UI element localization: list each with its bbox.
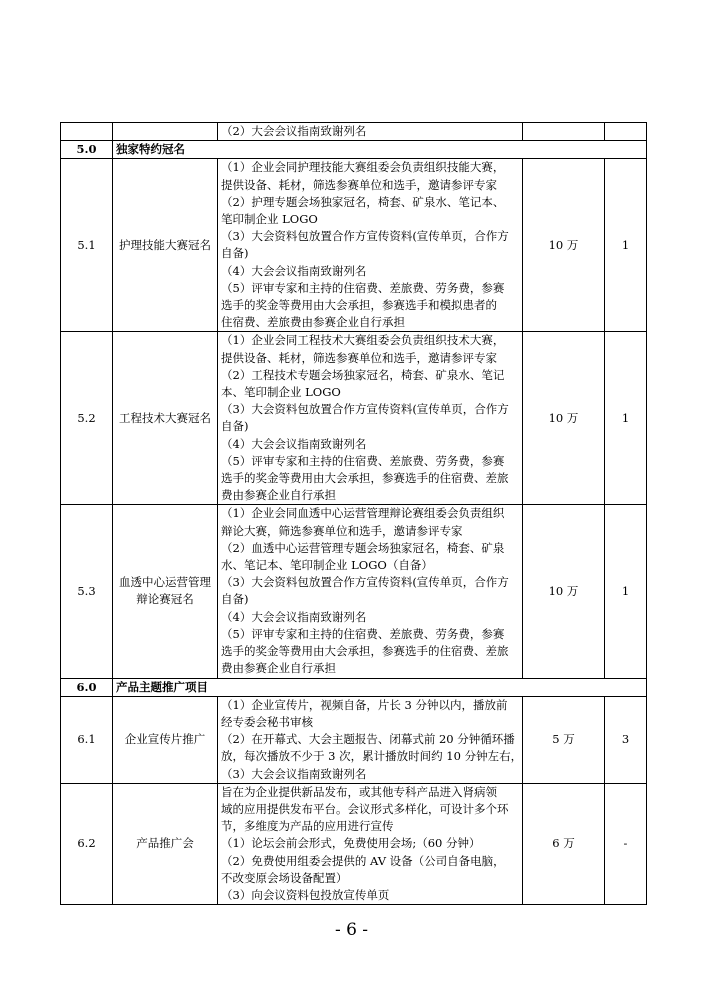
section-number: 5.0 <box>61 141 113 159</box>
table-row <box>61 123 647 141</box>
section-title: 产品主题推广项目 <box>113 678 647 696</box>
description-line: 选手的奖金等费用由大会承担，参赛选手和模拟患者的 <box>221 298 497 313</box>
item-price: 10 万 <box>523 159 605 332</box>
item-price: 6 万 <box>523 783 605 904</box>
item-quantity: 1 <box>605 505 647 678</box>
description-line: （2）在开幕式、大会主题报告、闭幕式前 20 分钟循环播 <box>221 732 515 747</box>
section-header-row <box>61 141 647 159</box>
section-header-row <box>61 678 647 696</box>
item-price-cell <box>523 123 605 141</box>
description-line: 笔印制企业 LOGO <box>221 212 318 227</box>
item-name-cell <box>113 123 218 141</box>
description-line: 域的应用提供发布平台。会议形式多样化，可设计多个环 <box>221 801 509 816</box>
table-row <box>61 159 647 332</box>
section-title: 独家特约冠名 <box>113 141 647 159</box>
description-line: 费由参赛企业自行承担 <box>221 661 336 676</box>
description-line: 水、笔记本、笔印制企业 LOGO（自备） <box>221 558 433 573</box>
item-number: 6.1 <box>61 696 113 783</box>
description-line: 自备) <box>221 419 249 434</box>
description-line: （5）评审专家和主持的住宿费、差旅费、劳务费，参赛 <box>221 280 505 295</box>
description-line: （5）评审专家和主持的住宿费、差旅费、劳务费，参赛 <box>221 453 505 468</box>
sponsorship-table <box>60 122 647 905</box>
description-line: 费由参赛企业自行承担 <box>221 488 336 503</box>
description-line: （4）大会会议指南致谢列名 <box>221 436 367 451</box>
item-number: 5.3 <box>61 505 113 678</box>
description-line: （2）大会会议指南致谢列名 <box>221 124 367 138</box>
description-line: （1）企业会同血透中心运营管理辩论赛组委会负责组织 <box>221 506 505 521</box>
description-line: 辩论大赛，筛选参赛单位和选手，邀请参评专家 <box>221 523 463 538</box>
item-quantity: 1 <box>605 332 647 505</box>
description-line: 提供设备、耗材，筛选参赛单位和选手，邀请参评专家 <box>221 350 497 365</box>
item-price: 10 万 <box>523 505 605 678</box>
item-price: 5 万 <box>523 696 605 783</box>
table-row <box>61 332 647 505</box>
page-number: - 6 - <box>334 920 369 940</box>
description-line: （1）企业宣传片，视频自备，片长 3 分钟以内，播放前 <box>221 697 508 712</box>
description-line: （2）血透中心运营管理专题会场独家冠名，椅套、矿泉 <box>221 540 505 555</box>
description-line: 放，每次播放不少于 3 次，累计播放时间约 10 分钟左右， <box>221 749 523 764</box>
item-quantity: - <box>605 783 647 904</box>
description-line: （2）免费使用组委会提供的 AV 设备（公司自备电脑， <box>221 853 505 868</box>
description-line: （3）向会议资料包投放宣传单页 <box>221 887 390 902</box>
description-line: 选手的奖金等费用由大会承担，参赛选手的住宿费、差旅 <box>221 644 509 659</box>
description-line: （1）论坛会前会形式，免费使用会场;（60 分钟） <box>221 836 481 851</box>
item-name-line: 工程技术大赛冠名 <box>119 410 211 425</box>
description-line: 自备) <box>221 246 249 261</box>
description-line: 住宿费、差旅费由参赛企业自行承担 <box>221 315 405 330</box>
description-line: （2）护理专题会场独家冠名，椅套、矿泉水、笔记本、 <box>221 194 505 209</box>
item-description <box>218 159 523 332</box>
item-quantity: 1 <box>605 159 647 332</box>
description-line: 选手的奖金等费用由大会承担，参赛选手的住宿费、差旅 <box>221 471 509 486</box>
item-quantity: 3 <box>605 696 647 783</box>
item-price: 10 万 <box>523 332 605 505</box>
description-line: （3）大会资料包放置合作方宣传资料(宣传单页，合作方 <box>221 402 509 417</box>
description-line: 节，多维度为产品的应用进行宣传 <box>221 819 394 834</box>
section-number: 6.0 <box>61 678 113 696</box>
item-name <box>113 783 218 904</box>
item-name <box>113 159 218 332</box>
item-description <box>218 696 523 783</box>
item-description <box>218 505 523 678</box>
description-line: 不改变原会场设备配置） <box>221 870 348 885</box>
description-line: （1）企业会同护理技能大赛组委会负责组织技能大赛， <box>221 160 505 175</box>
item-name <box>113 332 218 505</box>
description-line: 本、笔印制企业 LOGO <box>221 385 341 400</box>
item-name-line: 血透中心运营管理 <box>119 575 211 590</box>
table-row <box>61 696 647 783</box>
description-line: 自备) <box>221 592 249 607</box>
item-name-line: 企业宣传片推广 <box>124 732 206 747</box>
item-quantity-cell <box>605 123 647 141</box>
table-row <box>61 783 647 904</box>
description-line: 经专委会秘书审核 <box>221 714 313 729</box>
item-number: 5.1 <box>61 159 113 332</box>
table-row <box>61 505 647 678</box>
description-line: 提供设备、耗材，筛选参赛单位和选手，邀请参评专家 <box>221 177 497 192</box>
item-name <box>113 696 218 783</box>
item-description-cell <box>218 123 523 141</box>
description-line: （1）企业会同工程技术大赛组委会负责组织技术大赛， <box>221 333 505 348</box>
description-line: （4）大会会议指南致谢列名 <box>221 609 367 624</box>
description-line: （3）大会会议指南致谢列名 <box>221 766 367 781</box>
item-number-cell <box>61 123 113 141</box>
description-line: （5）评审专家和主持的住宿费、差旅费、劳务费，参赛 <box>221 626 505 641</box>
item-name-line: 护理技能大赛冠名 <box>119 237 211 252</box>
item-number: 5.2 <box>61 332 113 505</box>
item-name <box>113 505 218 678</box>
item-name-line: 产品推广会 <box>136 836 194 851</box>
description-line: （4）大会会议指南致谢列名 <box>221 263 367 278</box>
description-line: （3）大会资料包放置合作方宣传资料(宣传单页，合作方 <box>221 229 509 244</box>
item-description <box>218 332 523 505</box>
description-line: （3）大会资料包放置合作方宣传资料(宣传单页，合作方 <box>221 575 509 590</box>
item-description <box>218 783 523 904</box>
item-number: 6.2 <box>61 783 113 904</box>
description-line: （2）工程技术专题会场独家冠名，椅套、矿泉水、笔记 <box>221 367 505 382</box>
description-line: 旨在为企业提供新品发布，或其他专科产品进入肾病领 <box>221 784 497 799</box>
item-name-line: 辩论赛冠名 <box>136 592 194 607</box>
